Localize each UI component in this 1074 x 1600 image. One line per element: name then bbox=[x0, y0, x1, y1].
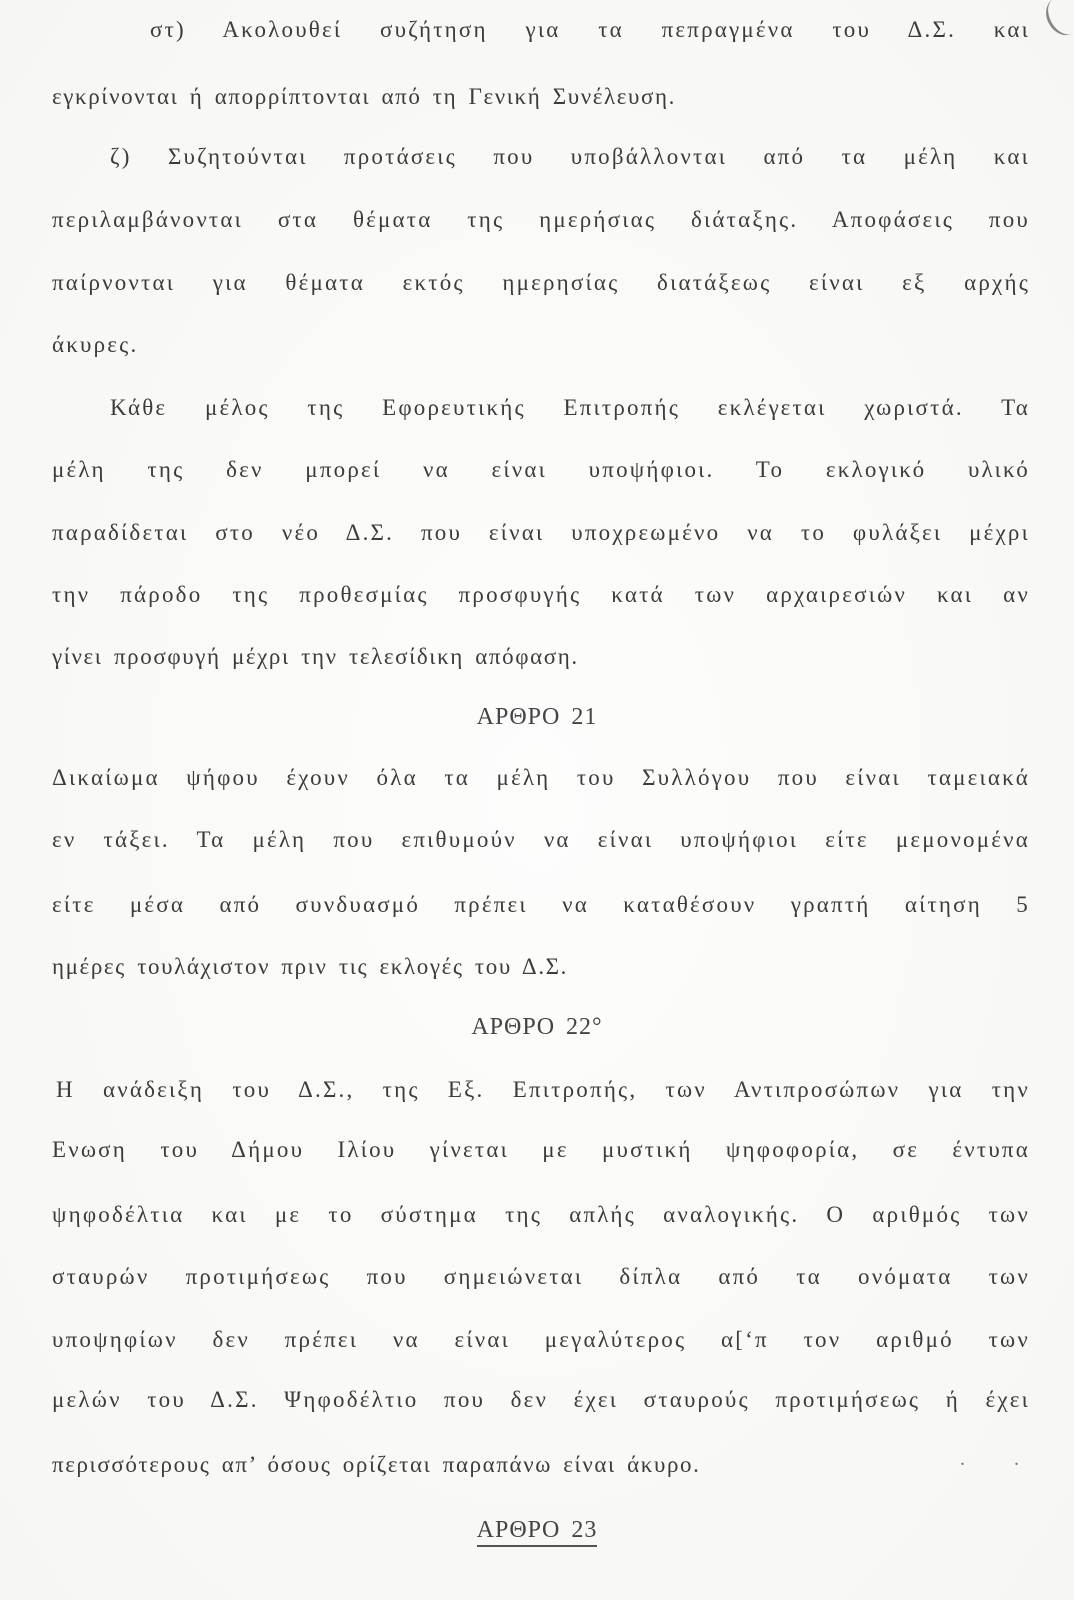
text-line: περισσότερους απ’ όσους ορίζεται παραπάνω είναι άκυρο. bbox=[52, 1452, 701, 1477]
text-line: παίρνονται για θέματα εκτός ημερησίας διατάξεως είναι εξ αρχής bbox=[52, 270, 1030, 295]
text-line: ζ) Συζητούνται προτάσεις που υποβάλλονται από τα μέλη και bbox=[110, 144, 1030, 169]
text-line: υποψηφίων δεν πρέπει να είναι μεγαλύτερος α[‘π τον αριθμό των bbox=[52, 1327, 1030, 1352]
text-line: γίνει προσφυγή μέχρι την τελεσίδικη απόφαση. bbox=[52, 644, 579, 669]
text-line: εγκρίνονται ή απορρίπτονται από τη Γενική Συνέλευση. bbox=[52, 84, 676, 109]
text-line: Ενωση του Δήμου Ιλίου γίνεται με μυστική ψηφοφορία, σε έντυπα bbox=[52, 1137, 1030, 1162]
text-line: ψηφοδέλτια και με το σύστημα της απλής αναλογικής. Ο αριθμός των bbox=[52, 1202, 1030, 1227]
text-line: σταυρών προτιμήσεως που σημειώνεται δίπλα από τα ονόματα των bbox=[52, 1264, 1030, 1289]
text-line: περιλαμβάνονται στα θέματα της ημερήσιας διάταξης. Αποφάσεις που bbox=[52, 207, 1030, 232]
text-line: Κάθε μέλος της Εφορευτικής Επιτροπής εκλέγεται χωριστά. Τα bbox=[110, 395, 1030, 420]
page-corner-mark bbox=[1039, 0, 1074, 42]
text-line: Δικαίωμα ψήφου έχουν όλα τα μέλη του Συλλόγου που είναι ταμειακά bbox=[52, 765, 1030, 790]
text-line: μέλη της δεν μπορεί να είναι υποψήφιοι. Το εκλογικό υλικό bbox=[52, 457, 1030, 482]
text-line: παραδίδεται στο νέο Δ.Σ. που είναι υποχρεωμένο να το φυλάξει μέχρι bbox=[52, 520, 1030, 545]
text-line: την πάροδο της προθεσμίας προσφυγής κατά των αρχαιρεσιών και αν bbox=[52, 582, 1030, 607]
text-line: άκυρες. bbox=[52, 332, 139, 357]
text-line: είτε μέσα από συνδυασμό πρέπει να καταθέσουν γραπτή αίτηση 5 bbox=[52, 892, 1030, 917]
text-line: μελών του Δ.Σ. Ψηφοδέλτιο που δεν έχει σταυρούς προτιμήσεως ή έχει bbox=[52, 1387, 1030, 1412]
article-heading: ΑΡΘΡΟ 21 bbox=[476, 704, 598, 730]
stray-dots: . . bbox=[960, 1448, 1041, 1470]
article-heading: ΑΡΘΡΟ 22° bbox=[471, 1014, 603, 1040]
text-line: Η ανάδειξη του Δ.Σ., της Εξ. Επιτροπής, των Αντιπροσώπων για την bbox=[56, 1077, 1030, 1102]
text-line: εν τάξει. Τα μέλη που επιθυμούν να είναι υποψήφιοι είτε μεμονομένα bbox=[52, 827, 1030, 852]
text-line: ημέρες τουλάχιστον πριν τις εκλογές του Δ.Σ. bbox=[52, 954, 569, 979]
article-heading: ΑΡΘΡΟ 23 bbox=[0, 1516, 1074, 1547]
text-line: στ) Ακολουθεί συζήτηση για τα πεπραγμένα του Δ.Σ. και bbox=[150, 17, 1030, 42]
